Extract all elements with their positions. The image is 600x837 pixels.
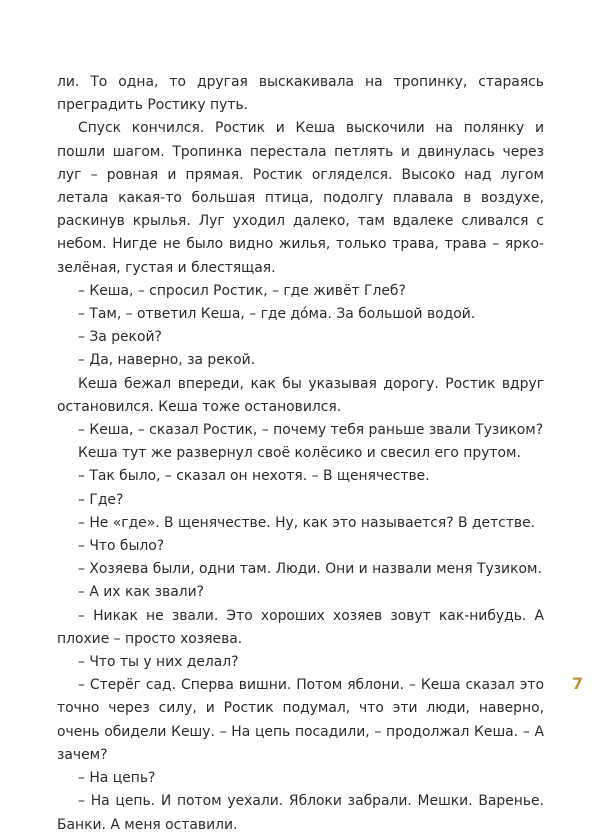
dialogue-line: – Кеша, – спросил Ростик, – где живёт Глеб? — [78, 282, 406, 299]
paragraph: Спуск кончился. Ростик и Кеша выскочили на полянку и пошли шагом. Тропинка перестала петлять и двинулась через луг – ровная и прямая. Ростик огляделся. Высоко над лугом летала какая-то большая птица, подолгу плавала в воздухе, раскинув крылья. Луг уходил далеко, там вдалеке сливался с небом. Нигде не было видно жилья, только трава, трава – ярко-зелёная, густая и блестящая. — [57, 120, 544, 276]
dialogue-line: – Да, наверно, за рекой. — [78, 352, 256, 369]
dialogue-line: – На цепь? — [78, 770, 156, 787]
paragraph: Кеша бежал впереди, как бы указывая дорогу. Ростик вдруг остановился. Кеша тоже остановился. — [57, 375, 544, 415]
paragraph-continuation: ли. То одна, то другая выскакивала на тропинку, стараясь преградить Ростику путь. — [57, 74, 544, 114]
dialogue-line: – Не «где». В щенячестве. Ну, как это называется? В детстве. — [78, 514, 536, 531]
dialogue-line: – Там, – ответил Кеша, – где до́ма. За большой водой. — [78, 306, 476, 323]
paragraph: Кеша тут же развернул своё колёсико и свесил его прутом. — [78, 445, 521, 462]
dialogue-line: – Где? — [78, 491, 124, 508]
dialogue-line: – Никак не звали. Это хороших хозяев зовут как-нибудь. А плохие – просто хозяева. — [57, 607, 544, 647]
page-number: 7 — [572, 674, 584, 693]
dialogue-line: – Стерёг сад. Сперва вишни. Потом яблони. – Кеша сказал это точно через силу, и Ростик подумал, что эти люди, наверно, очень обидели Кешу. – На цепь посадили, – продолжал Кеша. – А зачем? — [57, 677, 544, 763]
dialogue-line: – Так было, – сказал он нехотя. – В щенячестве. — [78, 468, 430, 485]
dialogue-line: – Кеша, – сказал Ростик, – почему тебя раньше звали Тузиком? — [78, 422, 544, 439]
dialogue-line: – Хозяева были, одни там. Люди. Они и назвали меня Тузиком. — [78, 561, 542, 578]
dialogue-line: – За рекой? — [78, 329, 162, 346]
dialogue-line: – Что ты у них делал? — [78, 654, 239, 671]
dialogue-line: – А их как звали? — [78, 584, 205, 601]
dialogue-line: – Что было? — [78, 538, 165, 555]
body-text — [57, 71, 544, 837]
dialogue-line: – На цепь. И потом уехали. Яблоки забрали. Мешки. Варенье. Банки. А меня оставили. — [57, 793, 544, 833]
